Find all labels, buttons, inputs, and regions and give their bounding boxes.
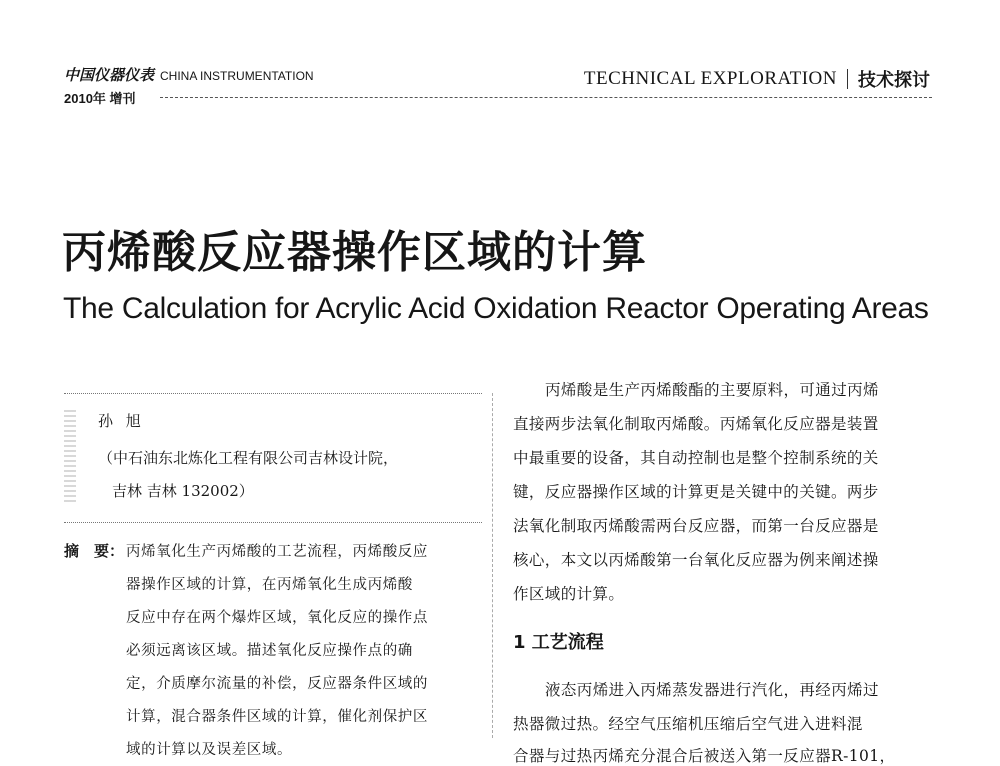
article-title-cn: 丙烯酸反应器操作区域的计算: [62, 227, 647, 278]
section-separator: [847, 69, 848, 89]
abstract-line: 器操作区域的计算，在丙烯氧化生成丙烯酸: [126, 577, 413, 593]
abstract-line: 域的计算以及误差区域。: [126, 742, 293, 758]
column-divider: [492, 393, 493, 738]
affiliation-line: 吉林 吉林 132002）: [112, 482, 254, 500]
body-line: 直接两步法氧化制取丙烯酸。丙烯氧化反应器是装置: [513, 415, 879, 433]
abstract-line: 定，介质摩尔流量的补偿，反应器条件区域的: [126, 676, 428, 692]
scan-speckle: [64, 410, 76, 504]
author-rule-bottom: [64, 522, 482, 523]
header-rule: [160, 97, 932, 98]
section-heading: 1 工艺流程: [513, 632, 604, 653]
body-line: 热器微过热。经空气压缩机压缩后空气进入进料混: [513, 715, 863, 733]
author-rule-top: [64, 393, 482, 394]
body-line: 丙烯酸是生产丙烯酸酯的主要原料，可通过丙烯: [545, 381, 879, 399]
body-line: 作区域的计算。: [513, 585, 625, 603]
abstract-line: 计算，混合器条件区域的计算，催化剂保护区: [126, 709, 428, 725]
abstract-line: 丙烯氧化生产丙烯酸的工艺流程，丙烯酸反应: [126, 544, 428, 560]
article-title-en: The Calculation for Acrylic Acid Oxidation Reactor Operating Areas: [63, 292, 929, 325]
abstract-line: 必须远离该区域。描述氧化反应操作点的确: [126, 643, 413, 659]
journal-header: [64, 64, 314, 85]
body-line: 核心，本文以丙烯酸第一台氧化反应器为例来阐述操: [513, 551, 879, 569]
body-line: 合器与过热丙烯充分混合后被送入第一反应器R-101，: [513, 747, 896, 765]
body-line: 液态丙烯进入丙烯蒸发器进行汽化，再经丙烯过: [545, 681, 879, 699]
body-line: 键，反应器操作区域的计算更是关键中的关键。两步: [513, 483, 879, 501]
body-line: 中最重要的设备，其自动控制也是整个控制系统的关: [513, 449, 879, 467]
issue-label: 2010年 增刊: [64, 91, 136, 106]
section-header: [584, 66, 930, 92]
section-name-cn: 技术探讨: [858, 70, 930, 91]
abstract-label: 摘 要：: [64, 542, 125, 560]
body-line: 法氧化制取丙烯酸需两台反应器，而第一台反应器是: [513, 517, 879, 535]
journal-name-cn: 中国仪器仪表: [64, 66, 155, 84]
journal-name-en: CHINA INSTRUMENTATION: [160, 69, 314, 83]
abstract-line: 反应中存在两个爆炸区域，氧化反应的操作点: [126, 610, 428, 626]
author-name: 孙 旭: [98, 412, 145, 430]
section-name-en: TECHNICAL EXPLORATION: [583, 68, 837, 89]
affiliation-line: （中石油东北炼化工程有限公司吉林设计院，: [98, 449, 399, 467]
